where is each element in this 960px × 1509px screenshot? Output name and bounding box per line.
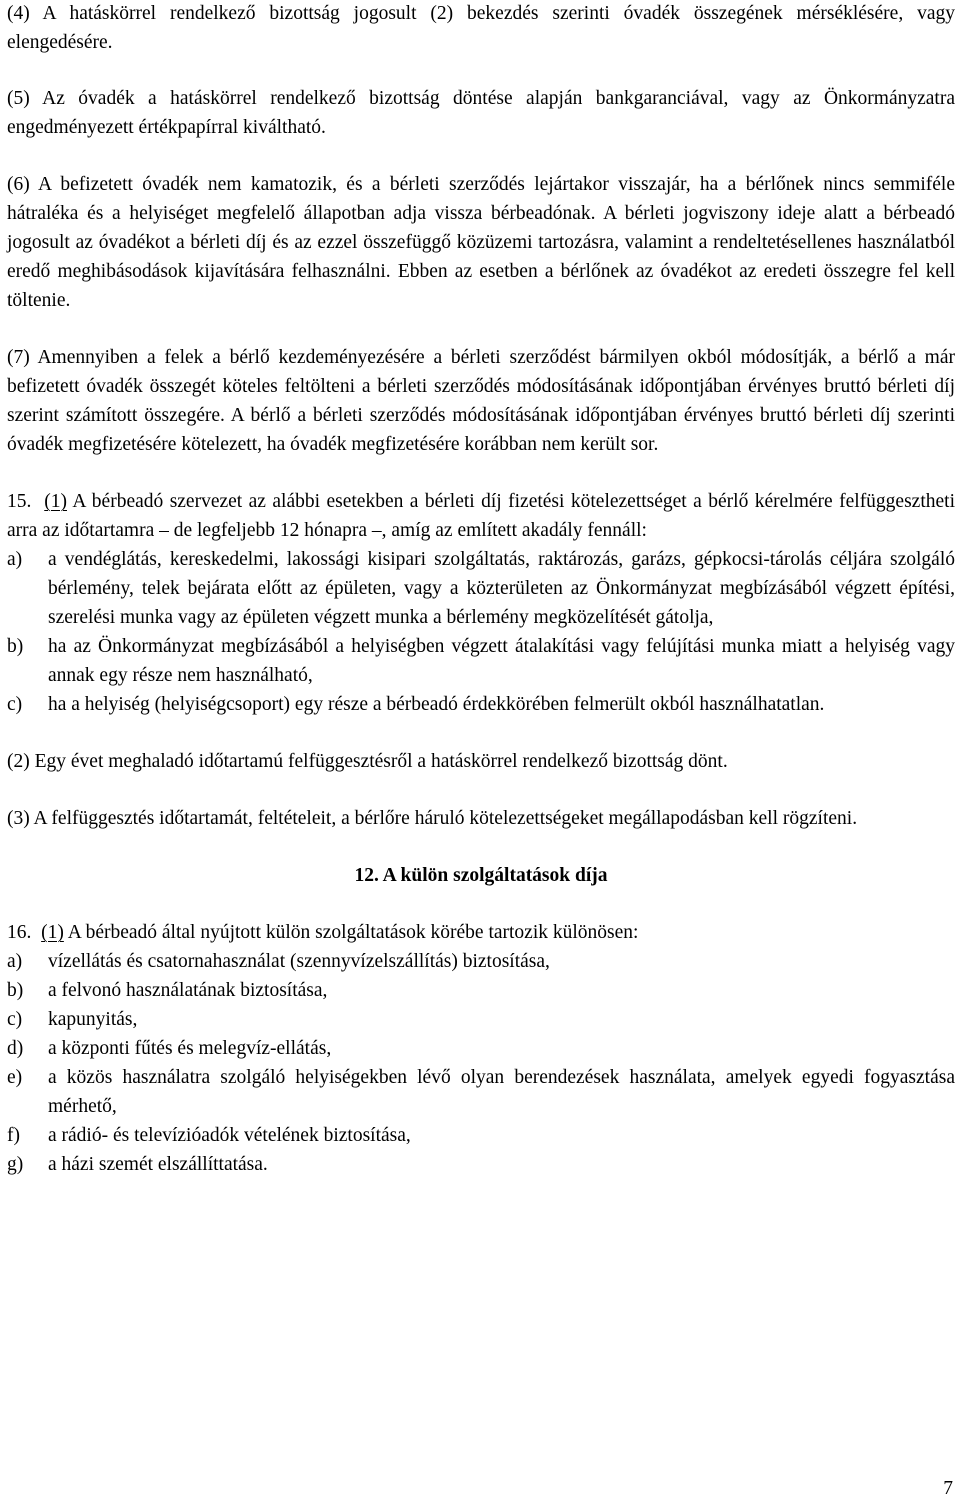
list-item-text: vízellátás és csatornahasználat (szennyvízelszállítás) biztosítása,	[48, 951, 550, 972]
paragraph-7: (7) Amennyiben a felek a bérlő kezdeményezésére a bérleti szerződést bármilyen okból módosítják, a bérlő a már befizetett óvadék összegét köteles feltölteni a bérleti szerződés módosításának időpontjában érvényes bruttó bérleti díj szerint számított összegére. A bérlő a bérleti szerződés módosításának időpontjában érvényes bruttó bérleti díj szerinti óvadék megfizetésére kötelezett, ha óvadék megfizetésére korábban nem került sor.	[7, 347, 955, 455]
list-item	[7, 947, 955, 976]
paragraph-5: (5) Az óvadék a hatáskörrel rendelkező bizottság döntése alapján bankgaranciával, vagy az Önkormányzatra engedményezett értékpapírral kiváltható.	[7, 88, 955, 138]
section-16-par-label: (1)	[41, 922, 64, 943]
list-item-label: b)	[7, 980, 24, 1001]
list-item-label: b)	[7, 636, 24, 657]
section-15-paragraph-2: (2) Egy évet meghaladó időtartamú felfüggesztésről a hatáskörrel rendelkező bizottság dönt.	[7, 751, 728, 772]
list-item	[7, 1005, 955, 1034]
list-item-label: c)	[7, 1009, 23, 1030]
section-heading-12: 12. A külön szolgáltatások díja	[354, 865, 608, 886]
list-item	[7, 632, 955, 690]
list-item-label: c)	[7, 694, 23, 715]
list-item-text: ha a helyiség (helyiségcsoport) egy része a bérbeadó érdekkörében felmerült okból használhatatlan.	[48, 694, 825, 715]
page-number: 7	[943, 1478, 953, 1499]
paragraph-6: (6) A befizetett óvadék nem kamatozik, és a bérleti szerződés lejártakor visszajár, ha a bérlőnek nincs semmiféle hátraléka és a helyiséget megfelelő állapotban adja vissza bérbeadónak. A bérleti jogviszony ideje alatt a bérbeadó jogosult az óvadékot a bérleti díj és az ezzel összefüggő közüzemi tartozásra, valamint a rendeltetésellenes használatból eredő meghibásodások kijavítására felhasználni. Ebben az esetben a bérlőnek az óvadékot az eredeti összegre fel kell töltenie.	[7, 174, 955, 311]
section-15-intro	[7, 487, 955, 545]
list-item	[7, 1150, 955, 1179]
list-item-label: d)	[7, 1038, 24, 1059]
list-item-text: kapunyitás,	[48, 1009, 138, 1030]
section-15-paragraph-3: (3) A felfüggesztés időtartamát, feltételeit, a bérlőre háruló kötelezettségeket megállapodásban kell rögzíteni.	[7, 808, 858, 829]
list-item-text: a közös használatra szolgáló helyiségekben lévő olyan berendezések használata, amelyek egyedi fogyasztása mérhető,	[48, 1067, 955, 1117]
section-16-intro	[7, 918, 955, 947]
list-item-label: f)	[7, 1125, 20, 1146]
list-item-label: g)	[7, 1154, 24, 1175]
list-item-text: a központi fűtés és melegvíz-ellátás,	[48, 1038, 332, 1059]
list-item	[7, 1063, 955, 1121]
paragraph-4: (4) A hatáskörrel rendelkező bizottság jogosult (2) bekezdés szerinti óvadék összegének mérséklésére, vagy elengedésére.	[7, 3, 955, 53]
list-item	[7, 545, 955, 632]
section-15-number: 15.	[7, 491, 32, 512]
list-item-text: a rádió- és televízióadók vételének biztosítása,	[48, 1125, 411, 1146]
section-16-intro-text: A bérbeadó által nyújtott külön szolgáltatások körébe tartozik különösen:	[67, 922, 639, 943]
list-item	[7, 976, 955, 1005]
list-item-text: a felvonó használatának biztosítása,	[48, 980, 328, 1001]
section-15-par-label: (1)	[44, 491, 67, 512]
list-item-label: a)	[7, 549, 23, 570]
list-item	[7, 690, 955, 719]
section-15-intro-text: A bérbeadó szervezet az alábbi esetekben a bérleti díj fizetési kötelezettséget a bérlő kérelmére felfüggesztheti arra az időtartamra – de legfeljebb 12 hónapra –, amíg az említett akadály fennáll:	[7, 491, 955, 541]
document-page	[7, 0, 955, 1179]
section-16-number: 16.	[7, 922, 32, 943]
list-item	[7, 1034, 955, 1063]
list-item-label: a)	[7, 951, 23, 972]
list-item	[7, 1121, 955, 1150]
list-item-text: a házi szemét elszállíttatása.	[48, 1154, 268, 1175]
list-item-text: a vendéglátás, kereskedelmi, lakossági kisipari szolgáltatás, raktározás, garázs, gépkocsi-tárolás céljára szolgáló bérlemény, telek bejárata előtt az épületen, vagy a közterületen az Önkormányzat megbízásából végzett építési, szerelési munka vagy az épületen végzett munka a bérlemény megközelítését gátolja,	[48, 549, 955, 628]
list-item-label: e)	[7, 1067, 23, 1088]
list-item-text: ha az Önkormányzat megbízásából a helyiségben végzett átalakítási vagy felújítási munka miatt a helyiség vagy annak egy része nem használható,	[48, 636, 955, 686]
